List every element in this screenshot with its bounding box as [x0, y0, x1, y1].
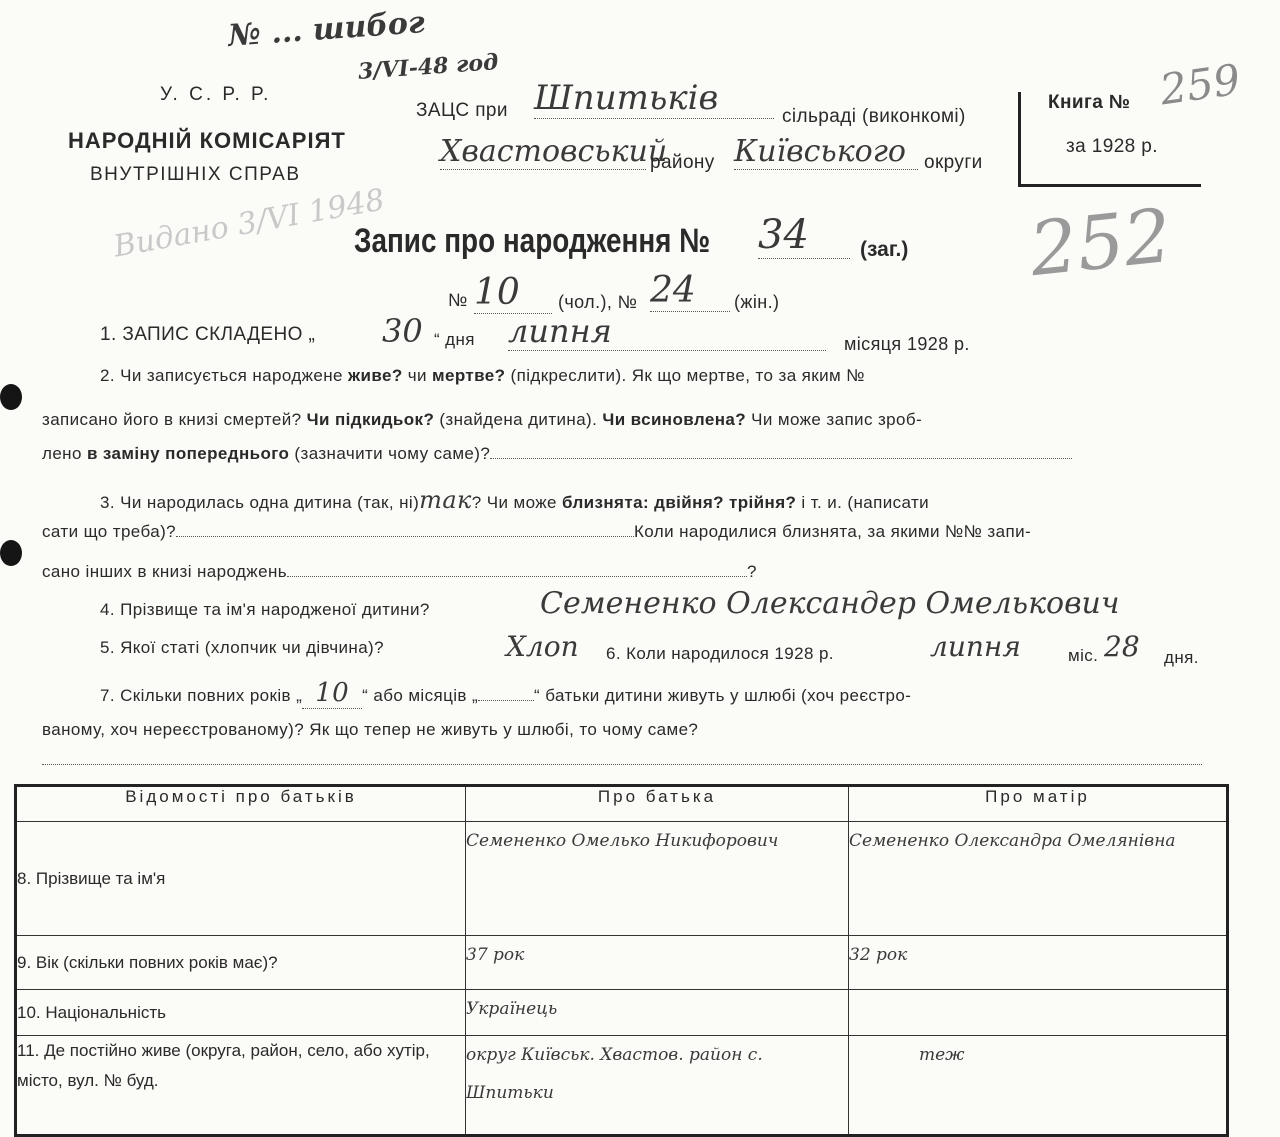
- q1-day: 30: [382, 312, 423, 350]
- zags-label: ЗАЦС при: [416, 100, 508, 121]
- book-year: за 1928 р.: [1066, 136, 1158, 157]
- q6-month: липня: [930, 630, 1021, 663]
- book-label: Книга №: [1048, 92, 1131, 113]
- q6-end: дня.: [1164, 648, 1199, 667]
- q2-line1: 2. Чи записується народжене живе? чи мертве? (підкреслити). Як що мертве, то за яким №: [100, 366, 865, 385]
- father-nationality: Українець: [466, 990, 849, 1036]
- okrug-label: округи: [924, 152, 983, 173]
- q7-blank-line: [42, 764, 1202, 765]
- commissariat-label: НАРОДНІЙ КОМІСАРІЯТ: [68, 128, 346, 153]
- father-age: 37 рок: [466, 936, 849, 990]
- handwritten-note: № ... шибог: [227, 5, 426, 54]
- female-number: 24: [650, 270, 730, 312]
- table-row: [16, 990, 1228, 1036]
- parents-table: [14, 784, 1229, 1137]
- q7-line2: ваному, хоч нереєстрованому)? Як що тепер не живуть у шлюбі, то чому саме?: [42, 720, 699, 739]
- q4-label: 4. Прізвище та ім'я народженої дитини?: [100, 600, 430, 619]
- okrug-name: Київського: [734, 134, 918, 170]
- table-row: [16, 1036, 1228, 1136]
- q6-day-label: міс.: [1068, 646, 1099, 665]
- q2-line3: лено в заміну попереднього (зазначити чому саме)?: [42, 444, 1072, 464]
- handwritten-note: 3/VI-48 год: [357, 49, 500, 85]
- book-number: 259: [1156, 54, 1244, 115]
- table-row: [16, 822, 1228, 936]
- male-label: (чол.), №: [558, 292, 638, 312]
- q7-line1: 7. Скільки повних років „ 10 “ або місяців „ “ батьки дитини живуть у шлюбі (хоч реєстро-: [100, 678, 912, 708]
- title-suffix: (заг.): [860, 238, 909, 261]
- q6-day: 28: [1104, 630, 1140, 663]
- record-number: 34: [758, 212, 850, 259]
- table-header-row: [16, 786, 1228, 822]
- punch-hole: [0, 384, 22, 410]
- row-label: 8. Прізвище та ім'я: [16, 822, 466, 936]
- q3-line1: 3. Чи народилась одна дитина (так, ні)так? Чи може близнята: двійня? трійня? і т. и. (написати: [100, 486, 930, 514]
- header-father: Про батька: [466, 786, 849, 822]
- q1-month: липня: [508, 312, 826, 351]
- mother-name: Семененко Олександра Омелянівна: [849, 822, 1228, 936]
- female-label: (жін.): [734, 292, 780, 312]
- header-info: Відомості про батьків: [16, 786, 466, 822]
- q1-year: місяця 1928 р.: [844, 334, 970, 354]
- punch-hole: [0, 540, 22, 566]
- q5-sex: Хлоп: [506, 630, 579, 663]
- village-name: Шпитьків: [534, 78, 774, 119]
- mother-nationality: [849, 990, 1228, 1036]
- father-residence: округ Київськ. Хвастов. район с. Шпитьки: [466, 1036, 849, 1136]
- father-name: Семененко Омелько Никифорович: [466, 822, 849, 936]
- number-label: №: [448, 290, 468, 310]
- header-mother: Про матір: [849, 786, 1228, 822]
- raion-name: Хвастовський: [440, 134, 668, 169]
- male-number: 10: [474, 272, 552, 314]
- q2-line2: записано його в книзі смертей? Чи підкидьок? (знайдена дитина). Чи всиновлена? Чи може запис зроб-: [42, 410, 923, 429]
- q1-day-label: “ дня: [434, 330, 475, 349]
- q5-label: 5. Якої статі (хлопчик чи дівчина)?: [100, 638, 384, 657]
- mother-residence: теж: [849, 1036, 1228, 1136]
- row-label: 10. Національність: [16, 990, 466, 1036]
- table-row: [16, 936, 1228, 990]
- q3-line3: сано інших в книзі народжень ?: [42, 562, 757, 581]
- q6-label: 6. Коли народилося 1928 р.: [606, 644, 834, 663]
- q4-child-name: Семененко Олександер Омелькович: [540, 586, 1120, 621]
- row-label: 9. Вік (скільки повних років має)?: [16, 936, 466, 990]
- department-label: ВНУТРІШНІХ СПРАВ: [90, 164, 301, 185]
- margin-number: 252: [1025, 192, 1176, 294]
- q3-line2: сати що треба)? Коли народилися близнята, за якими №№ запи-: [42, 522, 1032, 541]
- raion-label: району: [650, 152, 715, 173]
- row-label: 11. Де постійно живе (округа, район, село, або хутір, місто, вул. № буд.: [16, 1036, 466, 1136]
- faded-stamp: Видано 3/VI 1948: [111, 182, 388, 265]
- q1-label: 1. ЗАПИС СКЛАДЕНО „: [100, 324, 316, 345]
- mother-age: 32 рок: [849, 936, 1228, 990]
- republic-label: У. С. Р. Р.: [160, 84, 272, 105]
- page-title: Запис про народження №: [354, 222, 711, 260]
- council-label: сільраді (виконкомі): [782, 106, 966, 127]
